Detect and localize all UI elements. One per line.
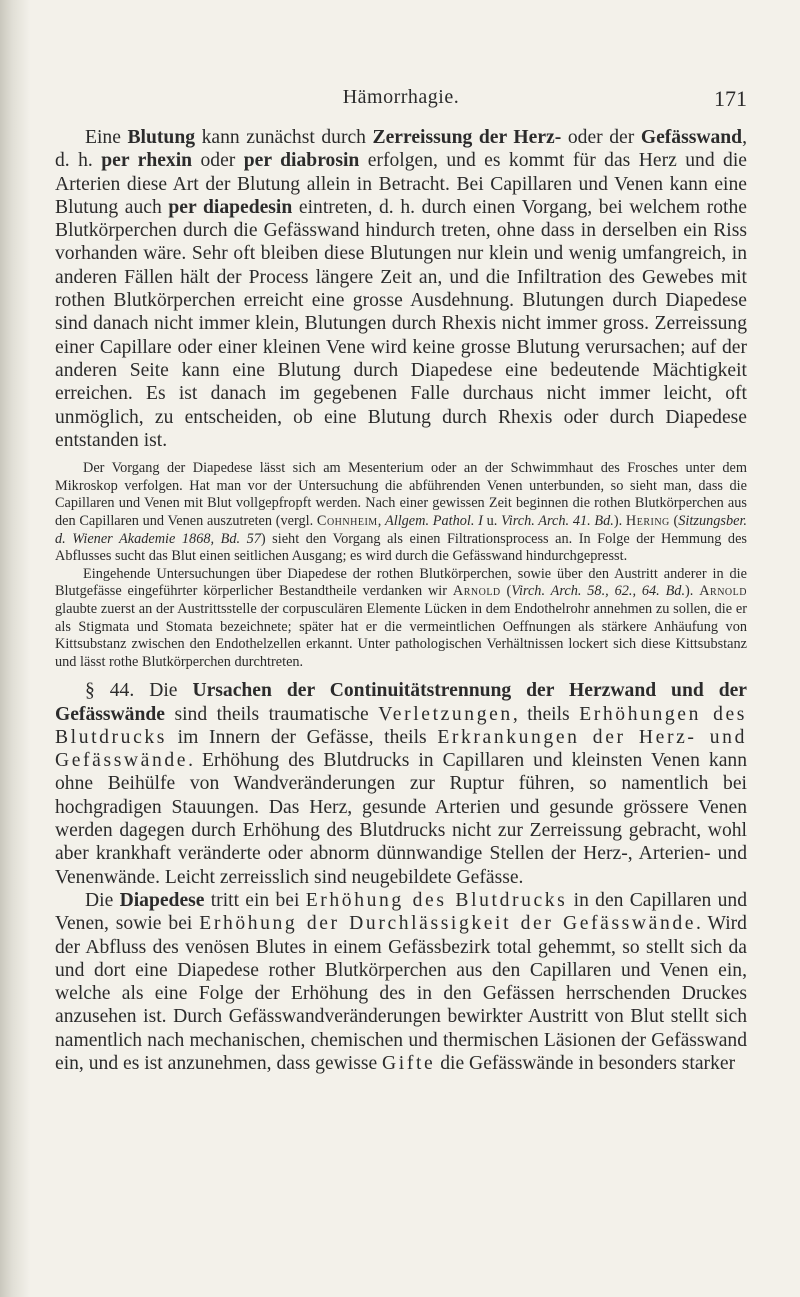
text-run: Eine [85,127,128,148]
text-run: sind theils traumatische [164,703,379,725]
text-run: im Innern der Gefässe, theils [167,726,438,748]
text-run: oder der [561,127,641,148]
text-run: Eingehende Untersuchungen über Diapedese der rothen Blutkörperchen, sowie über den Austritt anderer in die Blutgefässe eingeführter körperlicher Bestandtheile verdanken wir [55,565,747,600]
bold-term: Diapedese [119,889,205,911]
author-name: Cohnheim [316,512,378,529]
paragraph-blutung [55,126,747,452]
text-run: ) sieht den Vorgang als einen Filtrationsprocess an. In Folge der Hemmung des Abflusses sucht das Blut einen seitlichen Ausgang; es wird durch die Gefässwand hindurchgepresst. [55,530,747,565]
spaced-term: Erhöhungen des Blutdrucks [55,703,748,748]
text-run: ( [669,512,679,529]
text-run: . Wird der Abfluss des venösen Blutes in einem Gefässbezirk total gehemmt, so stellt sich da und dort eine Diapedese rother Blutkörperchen aus den Capillaren und Venen ein, welche als eine Folge der Erhöhung des in den Gefässen herrschenden Druckes anzusehen ist. Durch Gefässwandveränderungen bewirkter Austritt von Blut stellt sich namentlich nach mechanischen, chemischen und thermischen Läsionen der Gefässwand ein, und es ist anzunehmen, dass gewisse [55,913,747,1075]
text-run: kann zunächst durch [195,127,373,148]
page-header [55,86,747,126]
author-name: Hering [625,512,670,529]
text-run: erfolgen, und es kommt für das Herz und die Arterien diese Art der Blutung allein in Betracht. Bei Capillaren und Venen kann eine Blutung auch [55,150,747,218]
text-run: ). [613,512,626,529]
bold-term: per diapedesin [168,196,293,218]
author-name: Arnold [452,583,501,600]
paragraph-diapedese [55,889,747,1075]
text-run: in den Capillaren und Venen, sowie bei [55,889,748,935]
author-name: Arnold [699,583,747,600]
spaced-term: Erhöhung der Durchlässigkeit der Gefässwände [199,913,697,935]
text-run: oder [192,150,244,172]
spaced-term: Gifte [382,1053,436,1075]
text-run: , [377,512,385,529]
text-run: Der Vorgang der Diapedese lässt sich am Mesenterium oder an der Schwimmhaut des Frosches unter dem Mikroskop verfolgen. Hat man vor der Untersuchung die abführenden Venen unterbunden, so sieht man, dass die Capillaren und Venen mit Blut vollgepfropft werden. Nach einer gewissen Zeit beginnen die rothen Blutkörperchen aus den Capillaren und Venen auszutreten (vergl. [55,460,747,529]
main-text [55,126,747,452]
main-text-section-44 [55,679,747,1075]
text-run: ). [685,583,700,600]
bold-term: Zerreissung der Herz- [372,127,562,148]
spaced-term: Verletzungen [378,703,513,725]
paragraph-section-44 [55,679,747,889]
citation: Sitzungsber. d. Wiener Akademie 1868, Bd. 57 [55,512,747,547]
bold-term: per diabrosin [243,150,360,172]
text-run: , d. h. [55,127,747,172]
text-run: , theils [512,703,580,725]
citation: Virch. Arch. 41. Bd. [501,512,614,529]
text-run: die Gefässwände in besonders starker [435,1053,736,1075]
note-arnold [55,566,747,672]
bold-term: Blutung [127,127,196,148]
bold-term: Gefässwand [640,127,743,148]
spaced-term: Erhöhung des Blutdrucks [305,889,568,911]
bold-term: per rhexin [101,150,193,172]
spaced-term: Erkrankungen der Herz- und Gefässwände [55,726,747,772]
running-title: Hämorrhagie. [342,86,460,108]
note-diapedese-frosch [55,460,747,566]
citation: Allgem. Pathol. I [384,512,483,529]
section-heading: Ursachen der Continuitätstrennung der Herzwand und der Gefässwände [55,680,747,725]
citation: Virch. Arch. 58., 62., 64. Bd. [511,583,686,600]
text-run: ( [500,583,512,600]
text-run: Die [85,889,120,911]
book-spine-shadow [0,0,30,1297]
text-run: eintreten, d. h. durch einen Vorgang, bei welchem rothe Blutkörperchen durch die Gefässwand hindurch treten, ohne dass in derselben ein Riss vorhanden wäre. Sehr oft bleiben diese Blutungen nur klein und wenig umfangreich, in anderen Fällen hält der Process längere Zeit an, und die Infiltration des Gewebes mit rothen Blutkörperchen erreicht eine grosse Ausdehnung. Blutungen durch Diapedese sind danach nicht immer klein, Blutungen durch Rhexis nicht immer gross. Zerreissung einer Capillare oder einer kleinen Vene wird keine grosse Blutung verursachen; auf der anderen Seite kann eine Blutung durch Diapedese eine bedeutende Mächtigkeit erreichen. Es ist danach im gegebenen Falle durchaus nicht immer leicht, oft unmöglich, zu entscheiden, ob eine Blutung durch Rhexis oder durch Diapedese entstanden ist. [55,196,747,451]
small-print-notes [55,460,747,671]
text-run: u. [482,512,502,529]
text-run: tritt ein bei [204,889,306,911]
text-run: glaubte zuerst an der Austrittsstelle der corpusculären Elemente Lücken in dem Endothelrohr annehmen zu sollen, die er als Stigmata und Stomata bezeichnete; später hat er die vermeintlichen Oeffnungen als stärkere Anhäufung von Kittsubstanz zwischen den Endothelzellen erkannt. Unter pathologischen Verhältnissen lockert sich diese Kittsubstanz und lässt rothe Blutkörperchen durchtreten. [55,600,747,670]
text-run: . Erhöhung des Blutdrucks in Capillaren und kleinsten Venen kann ohne Beihülfe von Wandveränderungen zur Ruptur führen, so namentlich bei hochgradigen Stauungen. Das Herz, gesunde Arterien und gesunde grössere Venen werden dagegen durch Erhöhung des Blutdrucks nicht zur Zerreissung gebracht, wohl aber krankhaft veränderte oder abnorm dünnwandige Stellen der Herz-, Arterien- und Venenwände. Leicht zerreisslich sind neugebildete Gefässe. [55,750,747,888]
page-number: 171 [714,86,747,111]
book-page [55,0,747,1075]
text-run: § 44. Die [85,680,193,702]
